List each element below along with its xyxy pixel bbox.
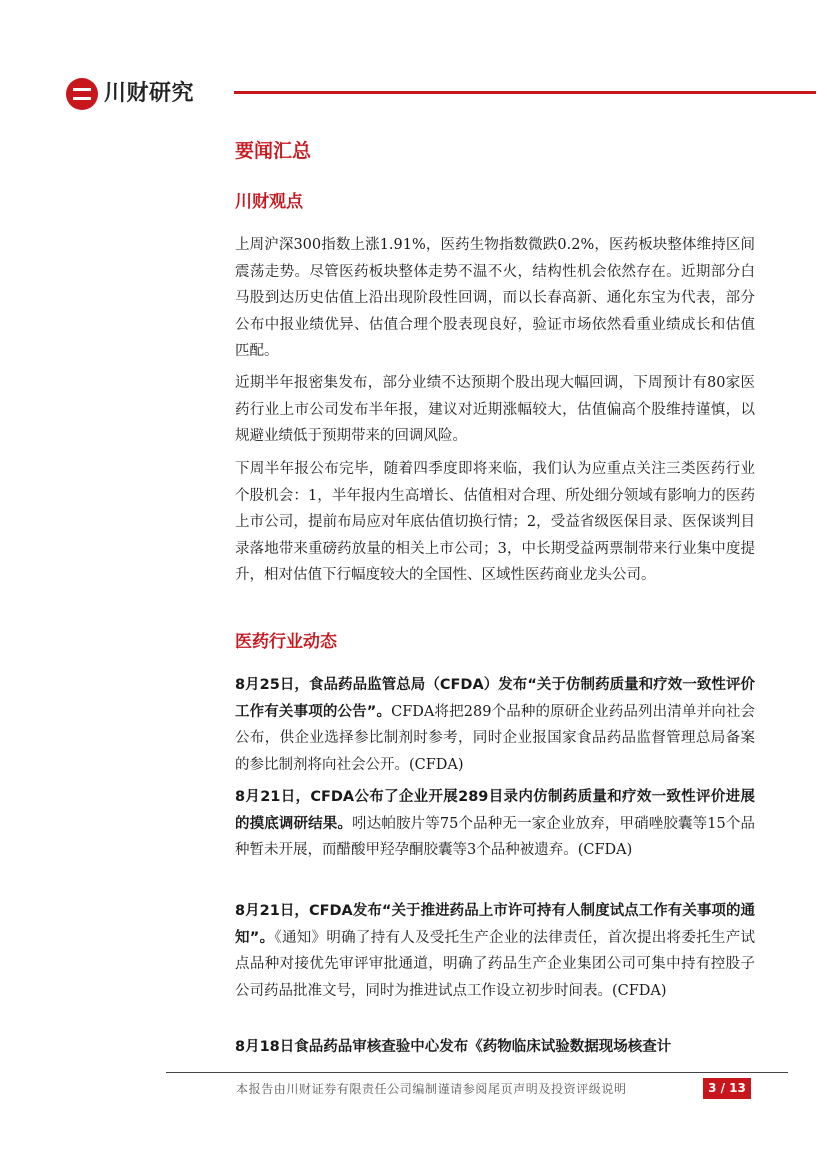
brand-name: 川财研究 [104,81,195,106]
viewpoint-paragraph-2: 近期半年报密集发布，部分业绩不达预期个股出现大幅回调，下周预计有80家医药行业上市公司发布半年报，建议对近期涨幅较大，估值偏高个股维持谨慎，以规避业绩低于预期带来的回调风险。 [235,375,755,444]
page-number-badge: 3 / 13 [703,1078,751,1099]
news-lead: 8月25日，食品药品监管总局（CFDA）发布“关于仿制药质量和疗效一致性评价工作有关事项的公告”。 [235,677,755,720]
sichuan-finance-logo-icon [66,78,98,110]
news-item [235,672,755,778]
header-divider [234,91,816,94]
news-body: CFDA将把289个品种的原研企业药品列出清单并向社会公布，供企业选择参比制剂时参考，同时企业报国家食品药品监督管理总局备案的参比制剂将向社会公开。(CFDA) [235,703,755,773]
section-heading-viewpoint: 川财观点 [235,192,303,212]
news-lead: 8月21日，CFDA发布“关于推进药品上市许可持有人制度试点工作有关事项的通知”。 [235,903,755,946]
news-body: 《通知》明确了持有人及受托生产企业的法律责任，首次提出将委托生产试点品种对接优先审评审批通道，明确了药品生产企业集团公司可集中持有控股子公司药品批准文号，同时为推进试点工作设立初步时间表。(CFDA) [235,929,755,999]
news-lead: 8月18日食品药品审核查验中心发布《药物临床试验数据现场核查计 [235,1039,672,1055]
viewpoint-paragraph-3: 下周半年报公布完毕，随着四季度即将来临，我们认为应重点关注三类医药行业个股机会：1，半年报内生高增长、估值相对合理、所处细分领域有影响力的医药上市公司，提前布局应对年底估值切换行情；2，受益省级医保目录、医保谈判目录落地带来重磅药放量的相关上市公司；3，中长期受益两票制带来行业集中度提升，相对估值下行幅度较大的全国性、区域性医药商业龙头公司。 [235,461,755,583]
report-header [66,76,756,112]
news-body: 吲达帕胺片等75个品种无一家企业放弃，甲硝唑胶囊等15个品种暂未开展，而醋酸甲羟孕酮胶囊等3个品种被遗弃。(CFDA) [235,815,756,858]
section-heading-industry-news: 医药行业动态 [235,632,337,652]
page-title: 要闻汇总 [235,140,312,162]
news-item [235,1034,755,1061]
news-item [235,784,755,864]
news-lead: 8月21日，CFDA公布了企业开展289目录内仿制药质量和疗效一致性评价进展的摸底调研结果。 [235,789,755,832]
viewpoint-paragraph-1: 上周沪深300指数上涨1.91%，医药生物指数微跌0.2%，医药板块整体维持区间震荡走势。尽管医药板块整体走势不温不火，结构性机会依然存在。近期部分白马股到达历史估值上沿出现阶段性回调，而以长春高新、通化东宝为代表，部分公布中报业绩优异、估值合理个股表现良好，验证市场依然看重业绩成长和估值匹配。 [235,237,755,359]
news-item [235,898,755,1004]
footer-disclaimer: 本报告由川财证券有限责任公司编制谨请参阅尾页声明及投资评级说明 [236,1082,627,1096]
footer-divider [166,1072,788,1073]
